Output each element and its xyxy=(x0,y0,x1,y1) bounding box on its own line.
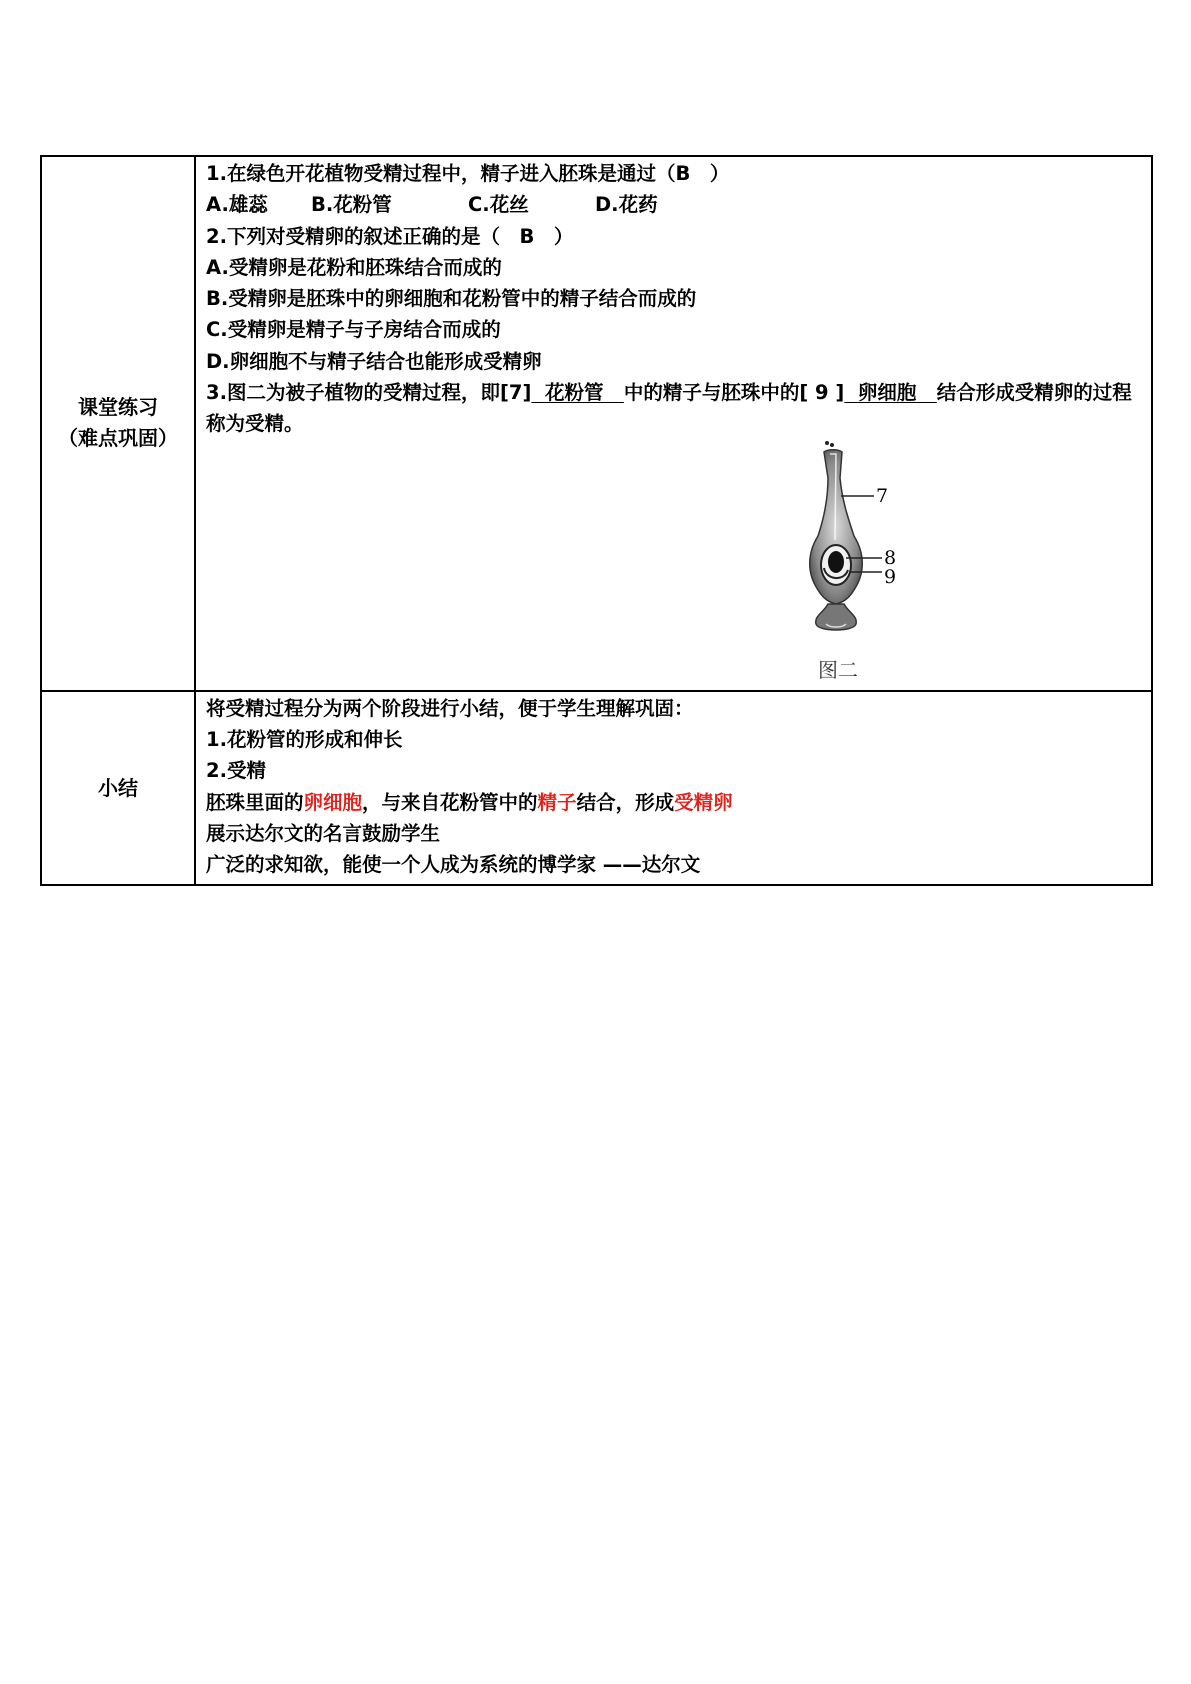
option-b: B.花粉管 xyxy=(311,193,392,217)
practice-sublabel: （难点巩固） xyxy=(58,426,178,451)
question-2-option-a: A.受精卵是花粉和胚珠结合而成的 xyxy=(206,255,502,279)
pistil-diagram xyxy=(804,440,944,650)
label-8: 8 xyxy=(884,546,897,569)
summary-content xyxy=(195,691,1152,886)
summary-label: 小结 xyxy=(98,775,138,800)
question-3-suffix: 结合形成受精卵的过程称为受精。 xyxy=(206,381,1132,436)
question-3-prefix: 3.图二为被子植物的受精过程，即[7] xyxy=(206,381,532,405)
sentence-part-2: ，与来自花粉管中的 xyxy=(362,790,538,814)
question-2: 2.下列对受精卵的叙述正确的是（ B ） xyxy=(206,224,574,248)
option-a: A.雄蕊 xyxy=(206,193,268,217)
question-3-middle: 中的精子与胚珠中的[ 9 ] xyxy=(623,381,845,405)
summary-row xyxy=(41,691,1152,886)
practice-content xyxy=(195,156,1152,691)
highlight-egg-cell: 卵细胞 xyxy=(303,790,363,814)
lesson-table xyxy=(40,155,1153,886)
practice-row xyxy=(41,156,1152,691)
receptacle-shape xyxy=(816,604,857,630)
figure-2 xyxy=(206,440,1141,686)
question-2-option-d: D.卵细胞不与精子结合也能形成受精卵 xyxy=(206,349,542,373)
practice-label: 课堂练习 xyxy=(78,395,158,420)
highlight-zygote: 受精卵 xyxy=(674,790,733,814)
question-2-option-b: B.受精卵是胚珠中的卵细胞和花粉管中的精子结合而成的 xyxy=(206,287,697,311)
option-c: C.花丝 xyxy=(468,193,529,217)
highlight-sperm: 精子 xyxy=(537,790,577,814)
question-1-options xyxy=(206,189,1141,220)
fertilization-sentence xyxy=(206,787,1141,818)
summary-intro: 将受精过程分为两个阶段进行小结，便于学生理解巩固： xyxy=(206,696,694,720)
question-2-option-c: C.受精卵是精子与子房结合而成的 xyxy=(206,318,501,342)
answer-blank-1: 花粉管 xyxy=(544,381,604,405)
label-7: 7 xyxy=(876,484,889,507)
question-1: 1.在绿色开花植物受精过程中，精子进入胚珠是通过（B ） xyxy=(206,162,730,185)
answer-blank-2: 卵细胞 xyxy=(857,381,917,405)
darwin-quote: 广泛的求知欲，能使一个人成为系统的博学家 ——达尔文 xyxy=(206,853,701,877)
summary-label-cell xyxy=(41,691,195,886)
option-d: D.花药 xyxy=(595,193,658,217)
sentence-part-1: 胚珠里面的 xyxy=(206,790,304,814)
figure-caption: 图二 xyxy=(818,657,858,682)
question-3 xyxy=(206,377,1141,440)
darwin-intro: 展示达尔文的名言鼓励学生 xyxy=(206,821,441,845)
sentence-part-3: 结合，形成 xyxy=(576,790,675,814)
summary-stage-1: 1.花粉管的形成和伸长 xyxy=(206,727,403,751)
summary-stage-2: 2.受精 xyxy=(206,759,266,783)
practice-label-cell xyxy=(41,156,195,691)
label-9: 9 xyxy=(884,565,897,588)
